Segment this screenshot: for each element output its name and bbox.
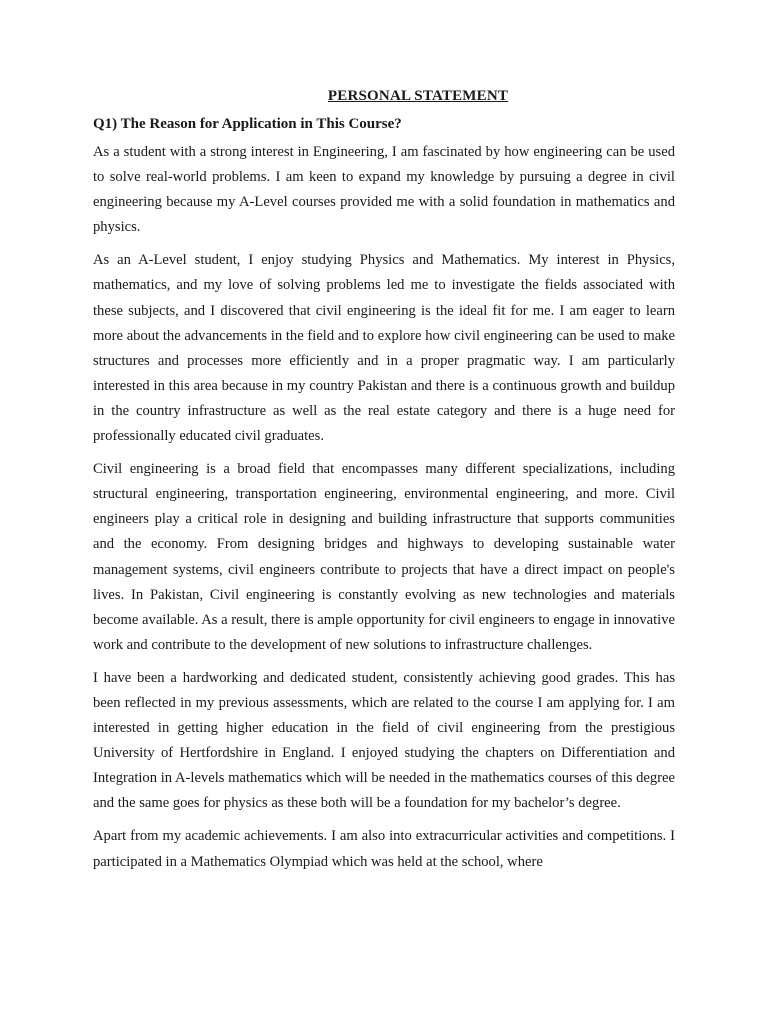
paragraph: Apart from my academic achievements. I am also into extracurricular activities and competitions. I participated in a Mathematics Olympiad which was held at the school, where: [93, 828, 675, 870]
document-body: [93, 86, 675, 883]
paragraph: As a student with a strong interest in Engineering, I am fascinated by how engineering can be used to solve real-world problems. I am keen to expand my knowledge by pursuing a degree in civil engineering because my A-Level courses provided me with a solid foundation in mathematics and physics.: [93, 144, 675, 236]
paragraph: As an A-Level student, I enjoy studying Physics and Mathematics. My interest in Physics, mathematics, and my love of solving problems led me to investigate the fields associated with these subjects, and I discovered that civil engineering is the ideal fit for me. I am eager to learn more about the advancements in the field and to explore how civil engineering can be used to make structures and processes more efficiently and in a proper pragmatic way. I am particularly interested in this area because in my country Pakistan and there is a continuous growth and buildup in the country infrastructure as well as the real estate category and there is a huge need for professionally educated civil graduates.: [93, 252, 675, 445]
paragraph: Civil engineering is a broad field that encompasses many different specializations, including structural engineering, transportation engineering, environmental engineering, and more. Civil engineers play a critical role in designing and building infrastructure that supports communities and the economy. From designing bridges and highways to developing sustainable water management systems, civil engineers contribute to projects that have a direct impact on people's lives. In Pakistan, Civil engineering is constantly evolving as new technologies and materials become available. As a result, there is ample opportunity for civil engineers to engage in innovative work and contribute to the development of new solutions to infrastructure challenges.: [93, 461, 675, 653]
section-heading: Q1) The Reason for Application in This Course?: [93, 116, 402, 132]
document-title: PERSONAL STATEMENT: [327, 88, 509, 104]
paragraph: I have been a hardworking and dedicated student, consistently achieving good grades. This has been reflected in my previous assessments, which are related to the course I am applying for. I am interested in getting higher education in the field of civil engineering from the prestigious University of Hertfordshire in England. I enjoyed studying the chapters on Differentiation and Integration in A-levels mathematics which will be needed in the mathematics courses of this degree and the same goes for physics as these both will be a foundation for my bachelor’s degree.: [93, 669, 675, 812]
